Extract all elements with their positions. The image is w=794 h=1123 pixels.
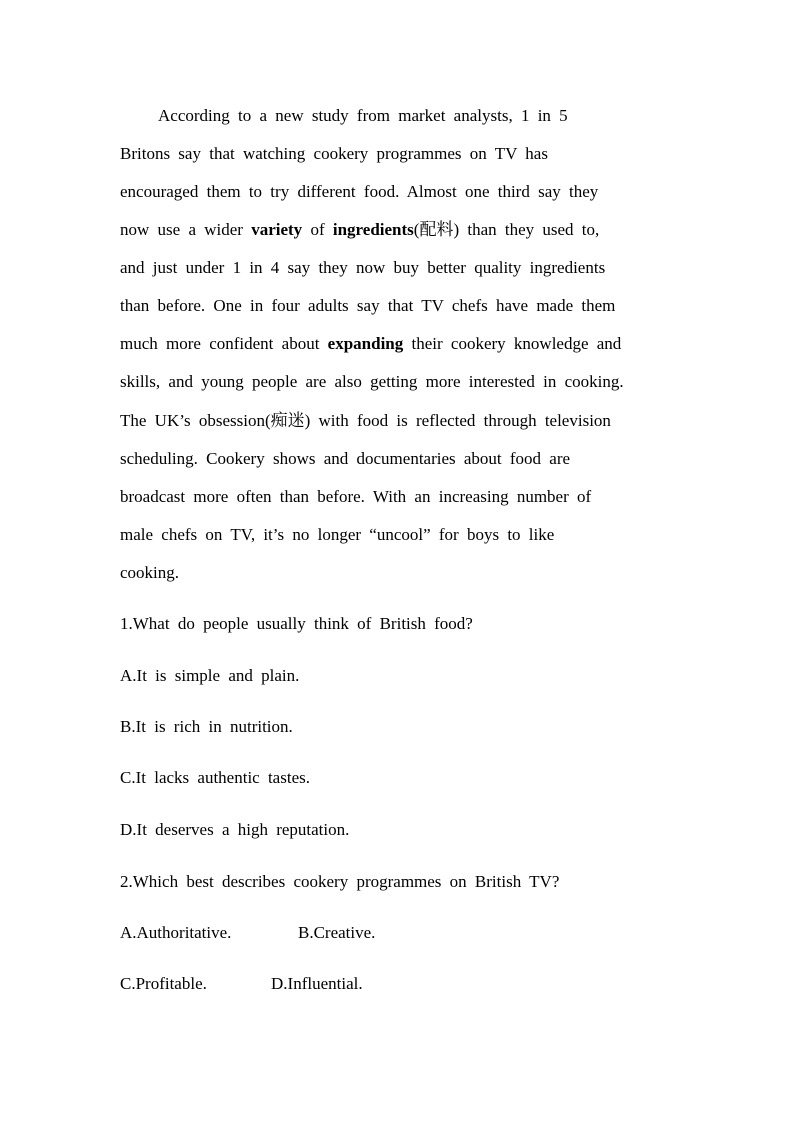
passage-line-1: According to a new study from market analysts, 1 in 5: [158, 106, 568, 125]
passage-line-6: than before. One in four adults say that TV chefs have made them: [120, 296, 616, 315]
question-1-option-c: C.It lacks authentic tastes.: [120, 768, 310, 787]
question-1-option-b: B.It is rich in nutrition.: [120, 717, 293, 736]
passage-line-4: [120, 219, 599, 241]
question-2-option-d: D.Influential.: [271, 974, 363, 993]
question-2-option-a: A.Authoritative.: [120, 923, 232, 942]
passage-text: (配料) than they used to,: [413, 220, 600, 239]
passage-text: now use a wider: [120, 220, 252, 239]
passage-line-2: Britons say that watching cookery programmes on TV has: [120, 144, 548, 163]
question-1-stem: 1.What do people usually think of British food?: [120, 614, 473, 633]
question-2-option-c: C.Profitable.: [120, 974, 207, 993]
passage-line-11: broadcast more often than before. With an increasing number of: [120, 487, 592, 506]
passage-line-12: male chefs on TV, it’s no longer “uncool” for boys to like: [120, 525, 555, 544]
question-2-option-b: B.Creative.: [298, 923, 376, 942]
question-2-stem: 2.Which best describes cookery programmes on British TV?: [120, 872, 560, 891]
passage-text: their cookery knowledge and: [403, 334, 622, 353]
passage-line-13: cooking.: [120, 563, 180, 582]
passage-line-10: scheduling. Cookery shows and documentaries about food are: [120, 449, 571, 468]
passage-line-7: [120, 333, 621, 355]
passage-text: much more confident about: [120, 334, 328, 353]
passage-line-8: skills, and young people are also getting more interested in cooking.: [120, 372, 624, 391]
bold-term-ingredients: ingredients: [332, 220, 414, 239]
passage-text: of: [302, 220, 333, 239]
passage-line-9: The UK’s obsession(痴迷) with food is reflected through television: [120, 411, 611, 430]
passage-line-5: and just under 1 in 4 say they now buy better quality ingredients: [120, 258, 606, 277]
passage-line-3: encouraged them to try different food. Almost one third say they: [120, 182, 599, 201]
bold-term-expanding: expanding: [327, 334, 404, 353]
question-1-option-a: A.It is simple and plain.: [120, 666, 300, 685]
bold-term-variety: variety: [251, 220, 303, 239]
question-1-option-d: D.It deserves a high reputation.: [120, 820, 350, 839]
